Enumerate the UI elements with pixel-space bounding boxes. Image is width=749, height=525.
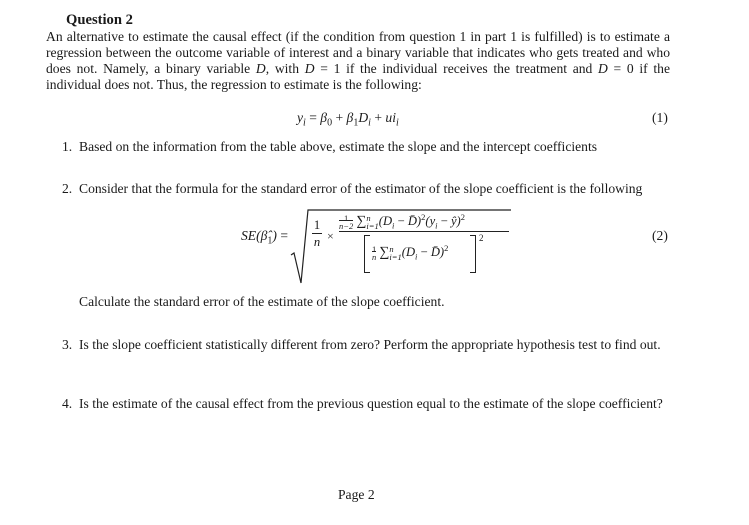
item-2-followup: Calculate the standard error of the estimate of the slope coefficient. [79, 294, 445, 309]
item-number: 1. [62, 139, 73, 154]
item-number: 2. [62, 181, 73, 196]
fraction-bar [339, 231, 509, 232]
item-text: Based on the information from the table above, estimate the slope and the intercept coefficients [79, 139, 598, 154]
standard-error-equation [0, 205, 749, 285]
bracket-exponent: 2 [479, 233, 484, 243]
regression-equation-body: $y_i = \beta_0 + \beta_1D_i + ui_i$ [297, 110, 399, 129]
item-text: Is the estimate of the causal effect from the previous question equal to the estimate of the slope coefficient? [79, 396, 663, 411]
one-over-n-fraction: 1 n [313, 218, 321, 249]
left-bracket [364, 235, 370, 273]
times-symbol: × [327, 229, 334, 243]
intro-paragraph: An alternative to estimate the causal effect (if the condition from question 1 in part 1 is fulfilled) is to estimate a regression between the outcome variable of interest and a binary variable that indicates who gets treated and who does not. Namely, a binary variable D, with D = 1 if the individual receives the treatment and D = 0 if the individual does not. Thus, the regression to estimate is the following: [46, 29, 670, 92]
equation-number-1: (1) [652, 110, 668, 125]
equation-number-2: (2) [652, 228, 668, 243]
item-number: 3. [62, 337, 73, 352]
regression-equation [0, 110, 749, 128]
page-number: Page 2 [338, 487, 375, 502]
right-bracket [470, 235, 476, 273]
se-denominator: 1 n ∑n $i=1(D_i$ − D̄)$^2$ [372, 242, 449, 263]
item-number: 4. [62, 396, 73, 411]
se-numerator: 1 n−2 ∑n $i=1(D_i$ − $D̄)^2(y_i$ − ŷ)$^2$ [339, 211, 465, 232]
item-text: Is the slope coefficient statistically different from zero? Perform the appropriate hypothesis test to find out. [79, 337, 661, 352]
question-heading: Question 2 [66, 12, 133, 28]
item-text: Consider that the formula for the standard error of the estimator of the slope coefficient is the following [79, 181, 643, 196]
se-lhs: $SE(\betâ_1)$ = [241, 228, 289, 247]
